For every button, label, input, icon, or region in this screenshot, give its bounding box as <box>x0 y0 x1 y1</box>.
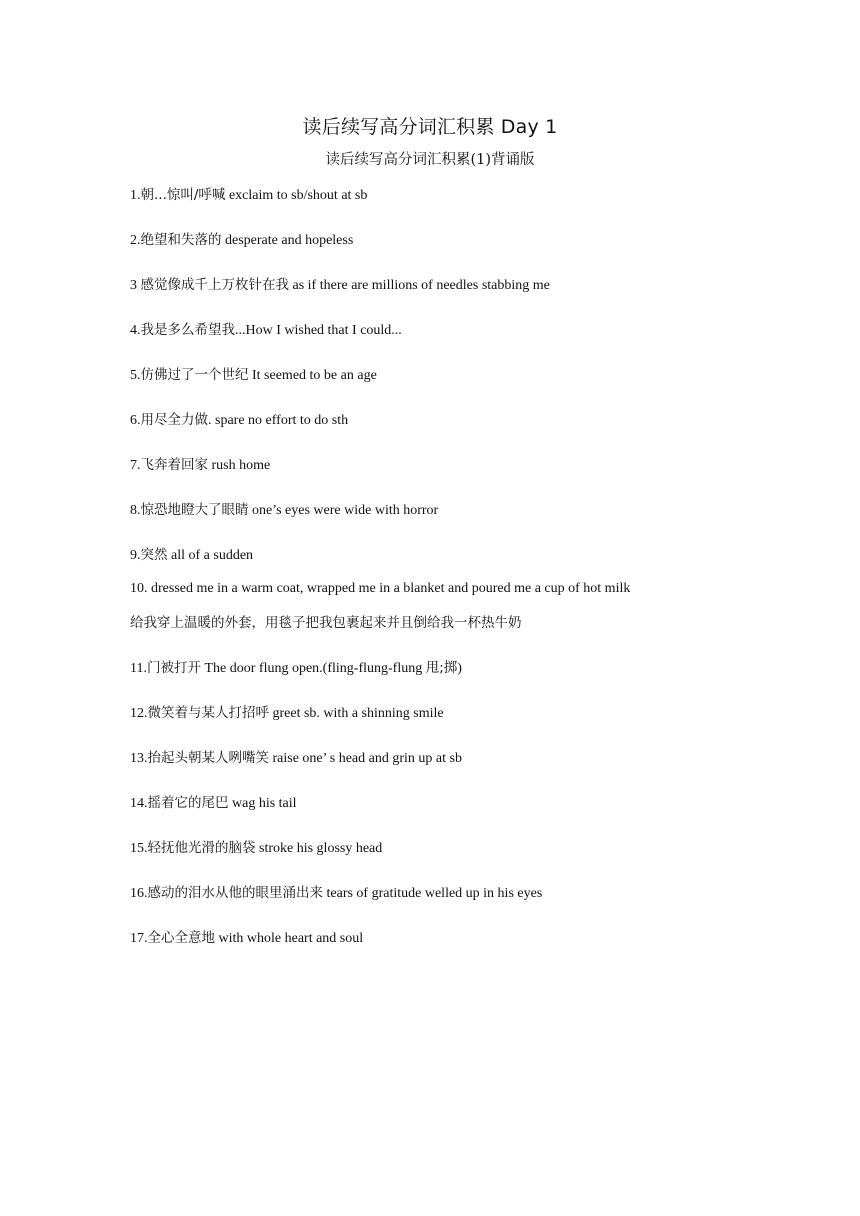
vocab-entry-13 <box>130 748 750 769</box>
entry-chinese: 感动的泪水从他的眼里涌出来 <box>147 885 323 901</box>
entry-number: 4. <box>130 323 141 338</box>
entry-english: desperate and hopeless <box>221 233 354 248</box>
entry-chinese: 给我穿上温暖的外套，用毯子把我包裹起来并且倒给我一杯热牛奶 <box>130 615 522 631</box>
entry-chinese: 飞奔着回家 <box>140 457 208 473</box>
entry-chinese: 全心全意地 <box>147 930 215 946</box>
entry-chinese: 惊恐地瞪大了眼睛 <box>140 502 249 518</box>
entry-chinese: 朝...惊叫/呼喊 <box>140 187 226 203</box>
entry-chinese: 仿佛过了一个世纪 <box>140 367 249 383</box>
entry-chinese: 轻抚他光滑的脑袋 <box>147 840 256 856</box>
document-subtitle: 读后续写高分词汇积累(1)背诵版 <box>325 152 535 168</box>
entry-chinese: 摇着它的尾巴 <box>147 795 229 811</box>
entry-english: one’s eyes were wide with horror <box>248 503 439 518</box>
entry-english: raise one’ s head and grin up at sb <box>269 751 462 766</box>
vocab-entry-1 <box>130 185 750 206</box>
entry-number: 10. <box>130 581 151 596</box>
entry-english: as if there are millions of needles stabbing me <box>289 278 550 293</box>
vocab-entry-2 <box>130 230 750 251</box>
entry-number: 13. <box>130 751 148 766</box>
entry-chinese: 我是多么希望我 <box>140 322 235 338</box>
entry-english: stroke his glossy head <box>255 841 383 856</box>
entry-english: exclaim to sb/shout at sb <box>225 188 368 203</box>
entry-english: The door flung open.(fling-flung-flung <box>200 661 426 676</box>
entry-number: 9. <box>130 548 141 563</box>
vocab-entry-4 <box>130 320 750 341</box>
entry-english: tears of gratitude welled up in his eyes <box>323 886 543 901</box>
entry-english: all of a sudden <box>167 548 254 563</box>
vocab-entry-15 <box>130 838 750 859</box>
entry-english: . spare no effort to do sth <box>208 413 349 428</box>
entry-english-close: ) <box>457 661 462 676</box>
entry-chinese: 抬起头朝某人咧嘴笑 <box>147 750 269 766</box>
entry-chinese: 感觉像成千上万枚针在我 <box>140 277 289 293</box>
entry-number: 2. <box>130 233 141 248</box>
entry-number: 8. <box>130 503 141 518</box>
entry-number: 5. <box>130 368 141 383</box>
vocab-entry-10-translation <box>130 613 750 634</box>
entry-number: 6. <box>130 413 141 428</box>
entry-chinese: 突然 <box>140 547 168 563</box>
entry-chinese-gloss: 甩;掷 <box>425 660 458 676</box>
entry-english: It seemed to be an age <box>248 368 377 383</box>
vocab-entry-6 <box>130 410 750 431</box>
vocab-entry-10 <box>130 579 750 599</box>
vocab-entry-8 <box>130 500 750 521</box>
entry-english: ...How I wished that I could... <box>235 323 402 338</box>
entry-english: greet sb. with a shinning smile <box>269 706 444 721</box>
entry-english: dressed me in a warm coat, wrapped me in a blanket and poured me a cup of hot milk <box>151 581 631 596</box>
entry-number: 15. <box>130 841 148 856</box>
entry-number: 12. <box>130 706 148 721</box>
entry-chinese: 用尽全力做 <box>140 412 208 428</box>
entry-number: 7. <box>130 458 141 473</box>
entry-number: 1. <box>130 188 141 203</box>
vocab-entry-3 <box>130 275 750 296</box>
entry-number: 17. <box>130 931 148 946</box>
entry-chinese: 门被打开 <box>146 660 201 676</box>
entry-english: wag his tail <box>228 796 297 811</box>
vocab-entry-12 <box>130 703 750 724</box>
entry-chinese: 绝望和失落的 <box>140 232 222 248</box>
entry-number: 16. <box>130 886 148 901</box>
entry-english: with whole heart and soul <box>215 931 364 946</box>
entry-number: 14. <box>130 796 148 811</box>
document-title: 读后续写高分词汇积累 Day 1 <box>302 116 558 138</box>
vocab-entry-14 <box>130 793 750 814</box>
vocab-entry-7 <box>130 455 750 476</box>
vocab-entry-11 <box>130 658 750 679</box>
entry-chinese: 微笑着与某人打招呼 <box>147 705 269 721</box>
vocab-entry-5 <box>130 365 750 386</box>
vocab-entry-17 <box>130 928 750 949</box>
vocab-entry-9 <box>130 545 750 566</box>
entry-english: rush home <box>208 458 271 473</box>
vocab-entry-16 <box>130 883 750 904</box>
entry-number: 11. <box>130 661 147 676</box>
entry-number: 3 <box>130 278 141 293</box>
